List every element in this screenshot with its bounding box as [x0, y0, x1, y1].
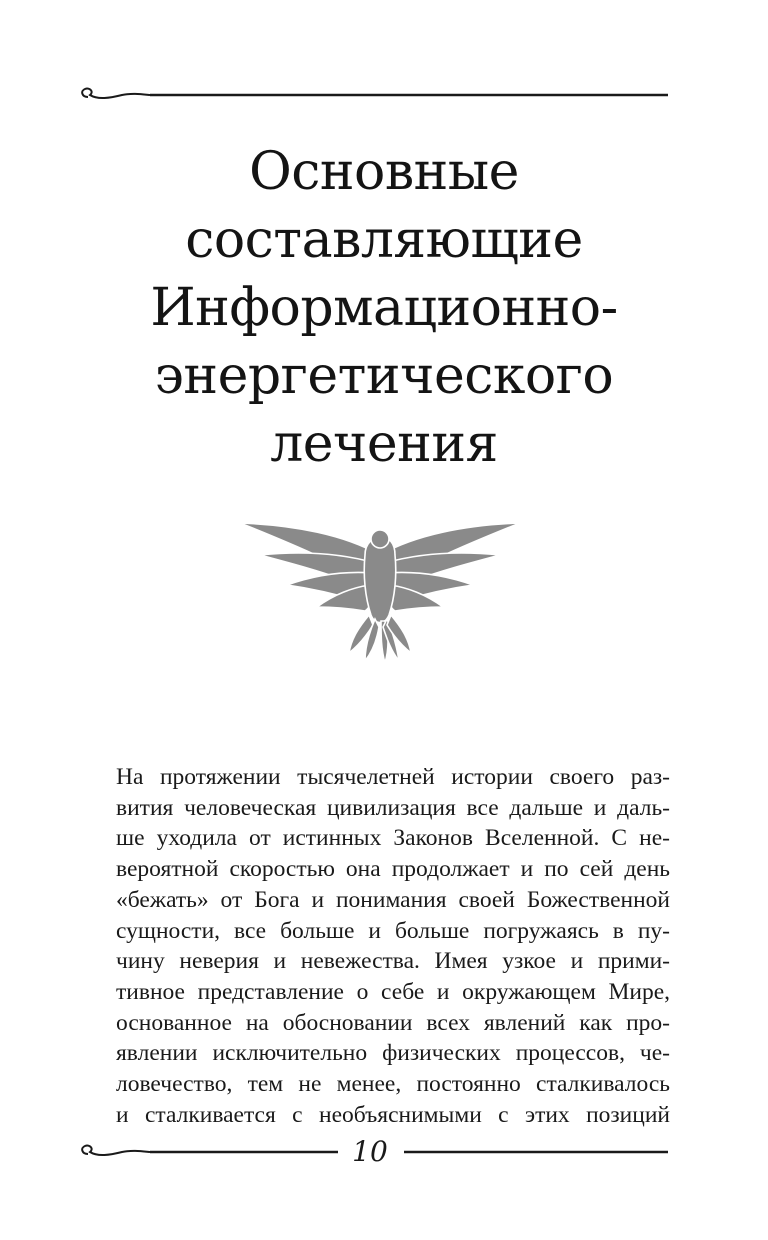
body-paragraph [116, 762, 670, 1130]
chapter-title-line: Информационно- [150, 278, 618, 338]
body-line: чину неверия и невежества. Имея узкое и прими- [116, 948, 670, 975]
body-line: сущности, все больше и больше погружаясь в пу- [116, 917, 670, 944]
body-line: ше уходила от истинных Законов Вселенной. С не- [116, 825, 670, 852]
page-number: 10 [352, 1135, 388, 1168]
body-line: На протяжении тысячелетней истории своего раз- [116, 764, 670, 790]
chapter-title-line: энергетического [154, 346, 614, 406]
scroll-flourish-icon [82, 89, 150, 99]
body-line: явлении исключительно физических процессов, че- [116, 1040, 670, 1067]
chapter-title-line: Основные [249, 142, 519, 202]
body-line: вероятной скоростью она продолжает и по сей день [116, 856, 670, 883]
body-line: тивное представление о себе и окружающем Мире, [116, 978, 670, 1005]
body-line: основанное на обосновании всех явлений как про- [116, 1009, 670, 1036]
page-footer [70, 1134, 670, 1170]
top-ornamental-rule [70, 78, 670, 108]
body-line: «бежать» от Бога и понимания своей Божественной [116, 886, 670, 913]
dove-icon [235, 515, 525, 665]
chapter-title-line: лечения [270, 414, 498, 474]
body-line: ловечество, тем не менее, постоянно сталкивалось [116, 1071, 670, 1098]
body-line: и сталкивается с необъяснимыми с этих позиций [116, 1101, 670, 1128]
chapter-title [100, 138, 668, 478]
body-line: вития человеческая цивилизация все дальше и даль- [116, 794, 670, 821]
chapter-title-line: составляющие [185, 210, 583, 270]
scroll-flourish-icon [82, 1146, 150, 1156]
